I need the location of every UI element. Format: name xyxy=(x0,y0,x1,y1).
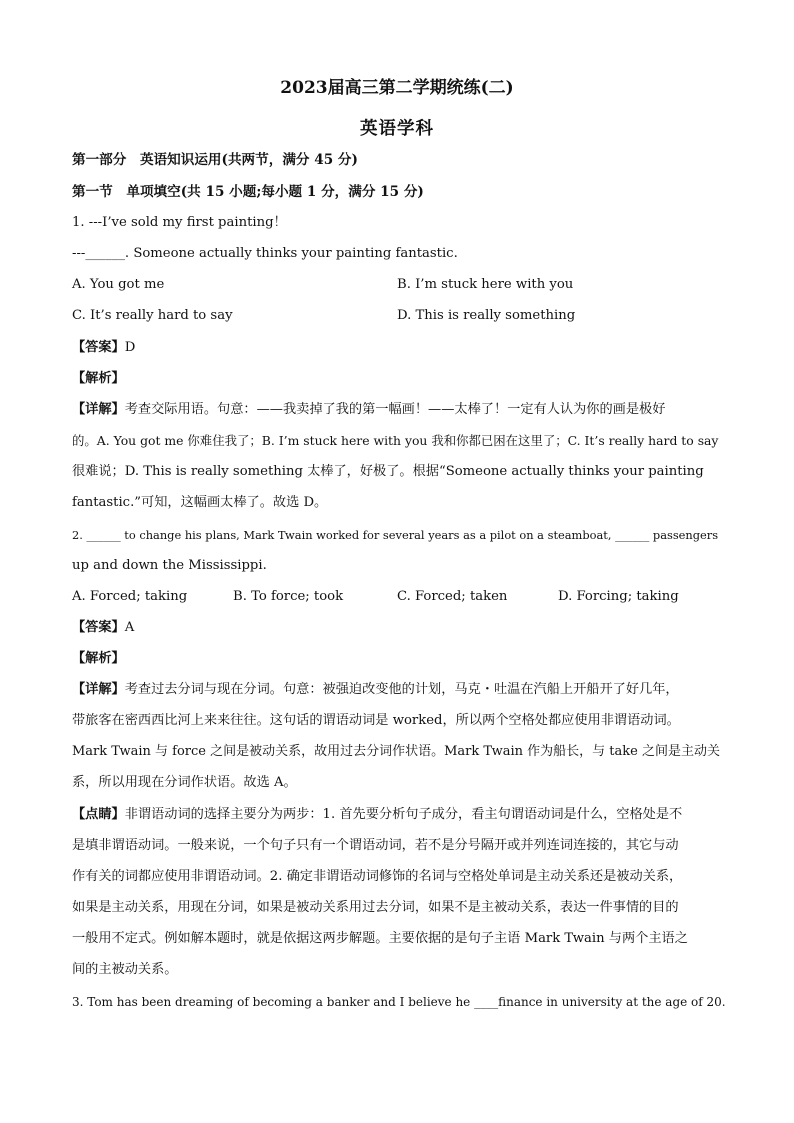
answer-tag: 【答案】 xyxy=(72,340,125,355)
tip-text: 非谓语动词的选择主要分为两步：1. 首先要分析句子成分，看主句谓语动词是什么，空格处是不 xyxy=(124,807,683,822)
q1-detail-line2: 的。A. You got me 你难住我了；B. I’m stuck here with you 我和你都已困在这里了；C. It’s really hard to say xyxy=(72,433,719,448)
q1-analysis-tag: 【解析】 xyxy=(72,371,125,386)
part-heading: 第一部分 英语知识运用(共两节，满分 45 分) xyxy=(72,152,358,168)
detail-text: 考查过去分词与现在分词。句意：被强迫改变他的计划，马克・吐温在汽船上开船开了好几年， xyxy=(124,682,679,697)
q1-answer xyxy=(72,338,135,358)
q2-option-d: D. Forcing; taking xyxy=(558,589,679,604)
q1-option-d: D. This is really something xyxy=(397,308,576,323)
q1-detail-line1 xyxy=(72,400,665,420)
q1-detail-line3: 很难说；D. This is really something 太棒了，好极了。根据“Someone actually thinks your painting xyxy=(72,464,704,479)
q2-detail-line2: 带旅客在密西西比河上来来往往。这句话的谓语动词是 worked，所以两个空格处都应使用非谓语动词。 xyxy=(72,713,680,728)
q2-option-b: B. To force; took xyxy=(233,589,344,604)
q1-stem-line1: 1. ---I’ve sold my first painting！ xyxy=(72,215,287,230)
q1-stem-line2: ---______. Someone actually thinks your painting fantastic. xyxy=(72,246,458,261)
detail-tag: 【详解】 xyxy=(72,682,125,697)
q2-tip-line5: 一般用不定式。例如解本题时，就是依据这两步解题。主要依据的是句子主语 Mark Twain 与两个主语之 xyxy=(72,931,688,946)
q2-detail-line1 xyxy=(72,680,679,700)
q2-tip-line1 xyxy=(72,805,682,825)
answer-tag: 【答案】 xyxy=(72,620,125,635)
subject-title: 英语学科 xyxy=(360,119,434,139)
q2-detail-line3: Mark Twain 与 force 之间是被动关系，故用过去分词作状语。Mark Twain 作为船长，与 take 之间是主动关 xyxy=(72,744,720,759)
answer-value: D xyxy=(124,340,136,355)
q2-answer xyxy=(72,618,134,638)
q2-stem-line2: up and down the Mississippi. xyxy=(72,558,267,573)
q1-option-b: B. I’m stuck here with you xyxy=(397,277,574,292)
q3-stem-line1: 3. Tom has been dreaming of becoming a banker and I believe he ____finance in university at the age of 20. xyxy=(72,995,726,1009)
q2-tip-line2: 是填非谓语动词。一般来说，一个句子只有一个谓语动词，若不是分号隔开或并列连词连接的，其它与动 xyxy=(72,838,679,853)
q1-option-a: A. You got me xyxy=(72,277,165,292)
tip-tag: 【点睛】 xyxy=(72,807,125,822)
q2-tip-line3: 作有关的词都应使用非谓语动词。2. 确定非谓语动词修饰的名词与空格处单词是主动关系还是被动关系， xyxy=(72,869,683,884)
q1-detail-line4: fantastic.”可知，这幅画太棒了。故选 D。 xyxy=(72,495,328,510)
q2-analysis-tag: 【解析】 xyxy=(72,651,125,666)
q1-option-c: C. It’s really hard to say xyxy=(72,308,233,323)
exam-title: 2023届高三第二学期统练(二) xyxy=(280,78,514,98)
detail-tag: 【详解】 xyxy=(72,402,125,417)
q2-option-c: C. Forced; taken xyxy=(397,589,508,604)
q2-detail-line4: 系，所以用现在分词作状语。故选 A。 xyxy=(72,775,297,790)
detail-text: 考查交际用语。句意：——我卖掉了我的第一幅画！——太棒了！一定有人认为你的画是极好 xyxy=(124,402,666,417)
q2-stem-line1: 2. ______ to change his plans, Mark Twain worked for several years as a pilot on a steamboat, ______ passengers xyxy=(72,528,719,542)
answer-value: A xyxy=(124,620,135,635)
q2-tip-line4: 如果是主动关系，用现在分词，如果是被动关系用过去分词，如果不是主被动关系，表达一件事情的目的 xyxy=(72,900,679,915)
section-heading: 第一节 单项填空(共 15 小题;每小题 1 分，满分 15 分) xyxy=(72,184,424,200)
q2-tip-line6: 间的主被动关系。 xyxy=(72,962,178,977)
q2-option-a: A. Forced; taking xyxy=(72,589,188,604)
